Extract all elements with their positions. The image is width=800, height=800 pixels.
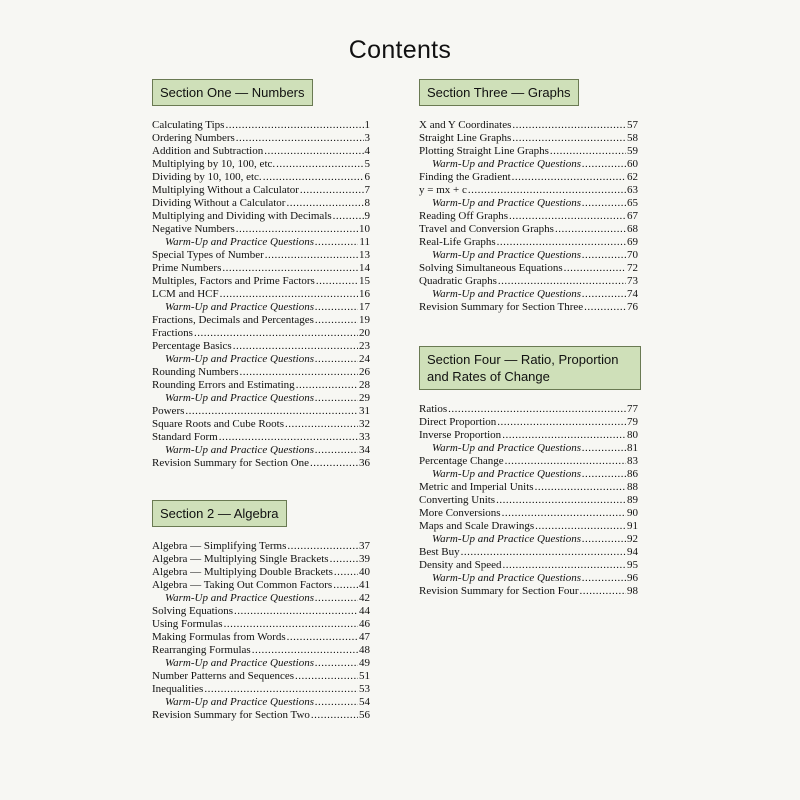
toc-entry-page-number: 49 (359, 657, 370, 669)
toc-entry-label: Fractions (152, 327, 193, 339)
toc-entry-label: Revision Summary for Section One (152, 457, 310, 469)
toc-entry-page-number: 8 (364, 197, 370, 209)
toc-entry-page-number: 29 (359, 392, 370, 404)
toc-entry-page-number: 59 (627, 145, 638, 157)
toc-entry (419, 132, 638, 145)
toc-entry-page-number: 19 (359, 314, 370, 326)
toc-entry-page-number: 57 (627, 119, 638, 131)
toc-entry-page-number: 68 (627, 223, 638, 235)
toc-entry-page-number: 96 (627, 572, 638, 584)
toc-entry-label: Warm-Up and Practice Questions (165, 236, 314, 248)
toc-entry-label: Prime Numbers (152, 262, 222, 274)
toc-entry-label: Multiplying Without a Calculator (152, 184, 299, 196)
dot-leader (509, 210, 626, 223)
dot-leader (315, 657, 358, 670)
toc-entry-label: Solving Simultaneous Equations (419, 262, 563, 274)
toc-entry-label: Ratios (419, 403, 448, 415)
toc-entry (419, 145, 638, 158)
toc-entry (152, 670, 370, 683)
dot-leader (236, 132, 364, 145)
section-three (419, 79, 638, 314)
toc-entry-label: Metric and Imperial Units (419, 481, 534, 493)
toc-entry-label: Warm-Up and Practice Questions (432, 249, 581, 261)
toc-subentry (152, 236, 370, 249)
toc-subentry (152, 353, 370, 366)
toc-entry (152, 605, 370, 618)
dot-leader (505, 455, 626, 468)
toc-entry (419, 520, 638, 533)
toc-subentry (419, 197, 638, 210)
toc-entry-page-number: 46 (359, 618, 370, 630)
toc-entry-page-number: 94 (627, 546, 638, 558)
toc-entry-page-number: 3 (364, 132, 370, 144)
dot-leader (315, 301, 358, 314)
dot-leader (264, 145, 363, 158)
toc-entry (152, 553, 370, 566)
toc-entry-label: Fractions, Decimals and Percentages (152, 314, 314, 326)
toc-entry-label: Standard Form (152, 431, 218, 443)
toc-subentry (152, 592, 370, 605)
toc-entry-page-number: 39 (359, 553, 370, 565)
dot-leader (582, 249, 626, 262)
toc-entry (152, 314, 370, 327)
toc-entry-page-number: 88 (627, 481, 638, 493)
dot-leader (265, 249, 358, 262)
toc-entry-page-number: 5 (364, 158, 370, 170)
dot-leader (300, 184, 364, 197)
toc-entry-label: Rounding Numbers (152, 366, 239, 378)
toc-entry (152, 457, 370, 470)
toc-subentry (152, 301, 370, 314)
toc-entry-page-number: 23 (359, 340, 370, 352)
toc-entry-page-number: 11 (359, 236, 370, 248)
toc-entry-page-number: 37 (359, 540, 370, 552)
toc-entry-page-number: 90 (627, 507, 638, 519)
toc-entry-label: Making Formulas from Words (152, 631, 286, 643)
dot-leader (498, 275, 626, 288)
toc-entry-page-number: 80 (627, 429, 638, 441)
dot-leader (252, 644, 358, 657)
toc-entry-page-number: 77 (627, 403, 638, 415)
toc-entry (152, 340, 370, 353)
toc-entry-page-number: 74 (627, 288, 638, 300)
toc-entry-label: Warm-Up and Practice Questions (165, 353, 314, 365)
toc-entry (419, 455, 638, 468)
toc-entry-page-number: 47 (359, 631, 370, 643)
toc-entry-page-number: 9 (364, 210, 370, 222)
toc-entry (152, 418, 370, 431)
toc-subentry (152, 392, 370, 405)
toc-entry-label: Warm-Up and Practice Questions (432, 288, 581, 300)
toc-entry-page-number: 54 (359, 696, 370, 708)
toc-entry-label: Special Types of Number (152, 249, 264, 261)
toc-entry (419, 301, 638, 314)
toc-entry-page-number: 86 (627, 468, 638, 480)
toc-entry-page-number: 60 (627, 158, 638, 170)
toc-entry-label: Number Patterns and Sequences (152, 670, 295, 682)
dot-leader (315, 314, 358, 327)
toc-entry-page-number: 79 (627, 416, 638, 428)
toc-entry-label: Percentage Basics (152, 340, 232, 352)
toc-entry-page-number: 26 (359, 366, 370, 378)
toc-entry-label: Warm-Up and Practice Questions (165, 301, 314, 313)
dot-leader (448, 403, 626, 416)
toc-subentry (419, 442, 638, 455)
toc-subentry (152, 657, 370, 670)
toc-entry-page-number: 73 (627, 275, 638, 287)
toc-entry (419, 507, 638, 520)
toc-entry-page-number: 4 (364, 145, 370, 157)
toc-entry-label: More Conversions (419, 507, 501, 519)
toc-entry-label: Multiplying and Dividing with Decimals (152, 210, 332, 222)
toc-entry-page-number: 10 (359, 223, 370, 235)
dot-leader (239, 366, 358, 379)
dot-leader (564, 262, 626, 275)
dot-leader (334, 566, 358, 579)
toc-entry-page-number: 95 (627, 559, 638, 571)
toc-entry-page-number: 76 (627, 301, 638, 313)
toc-subentry (419, 468, 638, 481)
toc-entry-page-number: 67 (627, 210, 638, 222)
toc-entry (419, 481, 638, 494)
toc-entry-page-number: 33 (359, 431, 370, 443)
toc-entry (419, 210, 638, 223)
dot-leader (468, 184, 626, 197)
toc-entry (419, 171, 638, 184)
toc-subentry (419, 249, 638, 262)
toc-entry-page-number: 65 (627, 197, 638, 209)
toc-entry-label: Warm-Up and Practice Questions (165, 592, 314, 604)
toc-entry (152, 566, 370, 579)
toc-list (152, 119, 370, 470)
toc-entry-page-number: 15 (359, 275, 370, 287)
dot-leader (315, 444, 358, 457)
toc-entry-page-number: 7 (364, 184, 370, 196)
dot-leader (311, 709, 358, 722)
toc-entry-label: Density and Speed (419, 559, 502, 571)
section-four (419, 346, 638, 598)
dot-leader (225, 119, 363, 132)
dot-leader (236, 223, 358, 236)
toc-entry (419, 416, 638, 429)
toc-entry-label: Square Roots and Cube Roots (152, 418, 284, 430)
dot-leader (234, 605, 358, 618)
dot-leader (497, 416, 626, 429)
toc-entry-label: Algebra — Multiplying Double Brackets (152, 566, 333, 578)
toc-entry (152, 327, 370, 340)
toc-entry (152, 631, 370, 644)
toc-entry-label: Warm-Up and Practice Questions (432, 442, 581, 454)
toc-entry-label: X and Y Coordinates (419, 119, 512, 131)
toc-entry-page-number: 6 (364, 171, 370, 183)
section-header: Section Three — Graphs (419, 79, 579, 106)
toc-entry-page-number: 40 (359, 566, 370, 578)
toc-entry-page-number: 28 (359, 379, 370, 391)
dot-leader (286, 197, 363, 210)
toc-entry-page-number: 51 (359, 670, 370, 682)
toc-entry (152, 275, 370, 288)
toc-entry-page-number: 58 (627, 132, 638, 144)
dot-leader (316, 275, 358, 288)
toc-subentry (152, 696, 370, 709)
toc-entry (152, 132, 370, 145)
toc-entry-page-number: 41 (359, 579, 370, 591)
toc-entry-label: Quadratic Graphs (419, 275, 497, 287)
toc-entry-label: Warm-Up and Practice Questions (432, 158, 581, 170)
toc-entry-page-number: 48 (359, 644, 370, 656)
toc-entry-page-number: 13 (359, 249, 370, 261)
toc-entry (152, 184, 370, 197)
dot-leader (333, 210, 364, 223)
toc-entry (152, 210, 370, 223)
toc-entry-label: Percentage Change (419, 455, 504, 467)
toc-entry-page-number: 16 (359, 288, 370, 300)
toc-entry (152, 431, 370, 444)
dot-leader (582, 572, 626, 585)
dot-leader (497, 236, 626, 249)
toc-entry (419, 236, 638, 249)
dot-leader (582, 288, 626, 301)
toc-entry-label: Direct Proportion (419, 416, 497, 428)
dot-leader (502, 507, 626, 520)
toc-entry (419, 494, 638, 507)
dot-leader (263, 171, 364, 184)
toc-entry-page-number: 1 (364, 119, 370, 131)
dot-leader (315, 236, 358, 249)
dot-leader (512, 132, 626, 145)
toc-entry-label: Warm-Up and Practice Questions (165, 696, 314, 708)
toc-entry-page-number: 63 (627, 184, 638, 196)
toc-entry-label: Dividing Without a Calculator (152, 197, 286, 209)
dot-leader (580, 585, 627, 598)
toc-entry-label: Reading Off Graphs (419, 210, 508, 222)
toc-entry (152, 683, 370, 696)
toc-entry-label: Inverse Proportion (419, 429, 502, 441)
toc-entry-page-number: 89 (627, 494, 638, 506)
toc-entry (152, 618, 370, 631)
dot-leader (310, 457, 358, 470)
toc-entry-label: Warm-Up and Practice Questions (165, 657, 314, 669)
dot-leader (315, 392, 358, 405)
toc-entry (152, 288, 370, 301)
toc-entry-label: Warm-Up and Practice Questions (165, 444, 314, 456)
dot-leader (315, 353, 358, 366)
toc-entry-label: Plotting Straight Line Graphs (419, 145, 549, 157)
toc-entry-page-number: 20 (359, 327, 370, 339)
section-one (152, 79, 370, 470)
toc-entry-label: Algebra — Simplifying Terms (152, 540, 287, 552)
toc-entry (419, 403, 638, 416)
dot-leader (512, 171, 626, 184)
dot-leader (315, 696, 358, 709)
toc-entry-page-number: 92 (627, 533, 638, 545)
toc-entry (152, 379, 370, 392)
toc-entry-label: Converting Units (419, 494, 496, 506)
toc-entry-page-number: 32 (359, 418, 370, 430)
toc-entry-label: Ordering Numbers (152, 132, 235, 144)
dot-leader (535, 520, 626, 533)
toc-entry-page-number: 56 (359, 709, 370, 721)
toc-entry-page-number: 62 (627, 171, 638, 183)
dot-leader (204, 683, 358, 696)
toc-entry (152, 119, 370, 132)
toc-entry (419, 559, 638, 572)
dot-leader (502, 429, 626, 442)
toc-entry-label: Warm-Up and Practice Questions (432, 572, 581, 584)
toc-entry-page-number: 17 (359, 301, 370, 313)
toc-entry-label: Best Buy (419, 546, 460, 558)
toc-subentry (419, 158, 638, 171)
toc-list (419, 119, 638, 314)
toc-entry-label: Revision Summary for Section Three (419, 301, 584, 313)
toc-entry (152, 197, 370, 210)
toc-entry-page-number: 91 (627, 520, 638, 532)
toc-entry-label: Solving Equations (152, 605, 233, 617)
toc-entry (152, 249, 370, 262)
dot-leader (582, 533, 626, 546)
toc-entry (419, 585, 638, 598)
page-title: Contents (348, 36, 452, 64)
toc-entry (152, 262, 370, 275)
dot-leader (582, 468, 626, 481)
dot-leader (550, 145, 626, 158)
toc-entry-page-number: 98 (627, 585, 638, 597)
toc-entry-label: Multiples, Factors and Prime Factors (152, 275, 315, 287)
toc-list (152, 540, 370, 722)
toc-entry (419, 429, 638, 442)
dot-leader (461, 546, 626, 559)
dot-leader (233, 340, 358, 353)
dot-leader (584, 301, 626, 314)
toc-entry-page-number: 53 (359, 683, 370, 695)
toc-entry-label: Calculating Tips (152, 119, 225, 131)
section-header: Section Four — Ratio, Proportion and Rates of Change (419, 346, 641, 390)
toc-entry-page-number: 42 (359, 592, 370, 604)
toc-entry-page-number: 44 (359, 605, 370, 617)
section-header: Section 2 — Algebra (152, 500, 287, 527)
toc-entry-label: Rounding Errors and Estimating (152, 379, 295, 391)
dot-leader (222, 262, 358, 275)
toc-entry-page-number: 70 (627, 249, 638, 261)
toc-entry (152, 579, 370, 592)
dot-leader (194, 327, 358, 340)
toc-entry-label: Real-Life Graphs (419, 236, 496, 248)
dot-leader (555, 223, 626, 236)
dot-leader (582, 442, 626, 455)
dot-leader (287, 540, 358, 553)
toc-entry (152, 223, 370, 236)
toc-entry (152, 405, 370, 418)
toc-list (419, 403, 638, 598)
toc-entry (152, 171, 370, 184)
dot-leader (224, 618, 358, 631)
toc-entry-label: Using Formulas (152, 618, 223, 630)
section-two (152, 500, 370, 722)
toc-subentry (419, 533, 638, 546)
toc-entry-page-number: 36 (359, 457, 370, 469)
toc-entry-label: Straight Line Graphs (419, 132, 512, 144)
dot-leader (535, 481, 626, 494)
dot-leader (287, 631, 358, 644)
toc-entry-label: Algebra — Multiplying Single Brackets (152, 553, 329, 565)
dot-leader (330, 553, 358, 566)
toc-entry-label: Addition and Subtraction (152, 145, 264, 157)
toc-entry-label: Multiplying by 10, 100, etc. (152, 158, 276, 170)
toc-entry-label: y = mx + c (419, 184, 467, 196)
dot-leader (512, 119, 626, 132)
toc-entry (152, 158, 370, 171)
toc-entry (419, 262, 638, 275)
toc-entry (152, 540, 370, 553)
toc-entry-page-number: 34 (359, 444, 370, 456)
toc-entry-label: Warm-Up and Practice Questions (165, 392, 314, 404)
toc-entry-label: Travel and Conversion Graphs (419, 223, 554, 235)
toc-entry-page-number: 14 (359, 262, 370, 274)
dot-leader (285, 418, 358, 431)
toc-entry-label: Warm-Up and Practice Questions (432, 197, 581, 209)
toc-entry-label: Maps and Scale Drawings (419, 520, 535, 532)
dot-leader (502, 559, 626, 572)
toc-entry-label: Finding the Gradient (419, 171, 511, 183)
dot-leader (219, 431, 358, 444)
toc-entry-label: Warm-Up and Practice Questions (432, 533, 581, 545)
toc-entry-page-number: 83 (627, 455, 638, 467)
toc-subentry (419, 572, 638, 585)
toc-entry-page-number: 69 (627, 236, 638, 248)
toc-entry-page-number: 81 (627, 442, 638, 454)
toc-subentry (419, 288, 638, 301)
toc-entry-label: Revision Summary for Section Four (419, 585, 579, 597)
toc-entry (419, 184, 638, 197)
toc-entry (419, 546, 638, 559)
toc-entry (152, 709, 370, 722)
dot-leader (496, 494, 626, 507)
dot-leader (296, 379, 358, 392)
dot-leader (582, 158, 626, 171)
toc-entry-label: Rearranging Formulas (152, 644, 251, 656)
toc-entry-page-number: 24 (359, 353, 370, 365)
toc-entry-label: Dividing by 10, 100, etc. (152, 171, 262, 183)
dot-leader (276, 158, 363, 171)
toc-entry-label: Warm-Up and Practice Questions (432, 468, 581, 480)
toc-entry-page-number: 31 (359, 405, 370, 417)
toc-entry-label: LCM and HCF (152, 288, 219, 300)
toc-entry (152, 366, 370, 379)
toc-entry (419, 223, 638, 236)
toc-entry-label: Powers (152, 405, 185, 417)
toc-subentry (152, 444, 370, 457)
dot-leader (315, 592, 358, 605)
dot-leader (333, 579, 358, 592)
toc-entry (419, 275, 638, 288)
toc-entry-label: Algebra — Taking Out Common Factors (152, 579, 333, 591)
dot-leader (185, 405, 358, 418)
toc-entry-label: Revision Summary for Section Two (152, 709, 310, 721)
toc-entry-label: Inequalities (152, 683, 204, 695)
dot-leader (582, 197, 626, 210)
dot-leader (220, 288, 358, 301)
toc-entry-label: Negative Numbers (152, 223, 235, 235)
toc-entry (152, 644, 370, 657)
toc-entry (419, 119, 638, 132)
dot-leader (295, 670, 358, 683)
section-header: Section One — Numbers (152, 79, 313, 106)
toc-entry-page-number: 72 (627, 262, 638, 274)
toc-entry (152, 145, 370, 158)
